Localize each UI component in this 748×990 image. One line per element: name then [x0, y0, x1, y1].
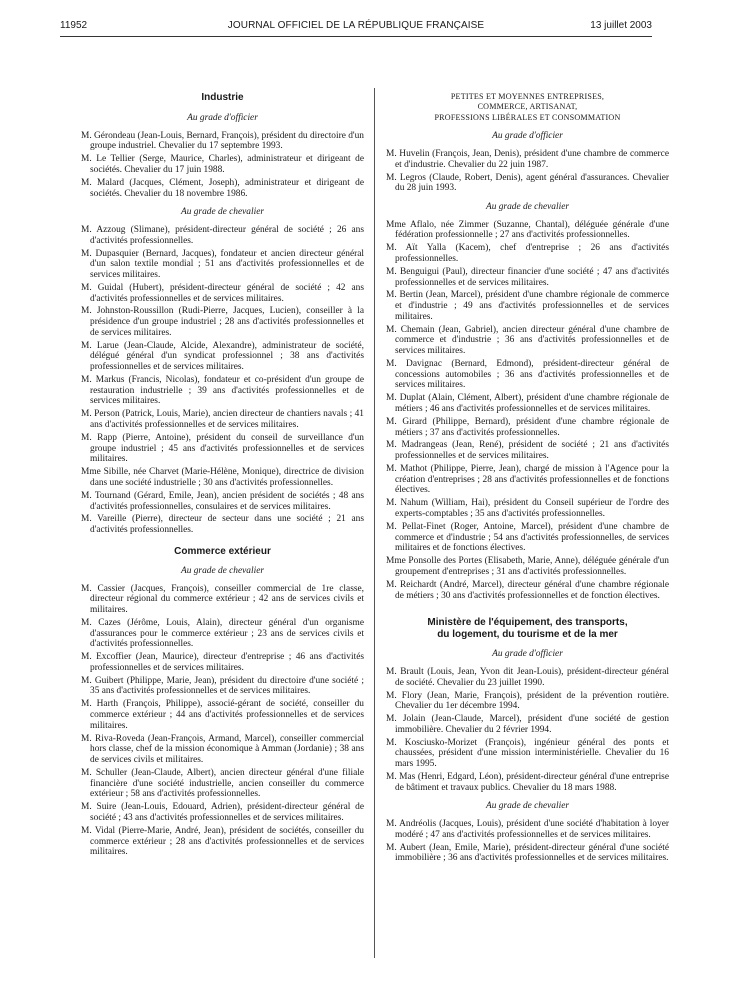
issue-date: 13 juillet 2003 — [590, 20, 652, 31]
decree-entry: M. Rapp (Pierre, Antoine), président du conseil de surveillance d'un groupe industriel ; 45 ans d'activités professionnelles et de services militaires. — [81, 432, 364, 465]
column-divider — [374, 88, 375, 958]
section-title-line: Ministère de l'équipement, des transports, — [427, 617, 628, 629]
decree-entry: M. Aubert (Jean, Emile, Marie), président-directeur général d'une société immobilière ; 36 ans d'activités professionnelles et de services militaires. — [386, 842, 669, 864]
decree-entry: M. Madrangeas (Jean, René), président de société ; 21 ans d'activités professionnelles et de services militaires. — [386, 440, 669, 462]
decree-entry: M. Nahum (William, Hai), président du Conseil supérieur de l'ordre des experts-comptables ; 35 ans d'activités professionnelles. — [386, 498, 669, 520]
entry-list — [81, 131, 364, 200]
decree-entry: M. Larue (Jean-Claude, Alcide, Alexandre), administrateur de société, délégué général d'un syndicat professionnel ; 38 ans d'activités professionnelles et de services militaires. — [81, 340, 364, 373]
decree-entry: M. Aït Yalla (Kacem), chef d'entreprise ; 26 ans d'activités professionnelles. — [386, 243, 669, 264]
section-title-line: PROFESSIONS LIBÉRALES ET CONSOMMATION — [434, 112, 621, 122]
grade-heading-chevalier: Au grade de chevalier — [180, 565, 265, 576]
decree-entry: M. Andréolis (Jacques, Louis), président d'une société d'habitation à loyer modéré ; 47 ans d'activités professionnelles et de services militaires. — [386, 819, 669, 840]
decree-entry: M. Mathot (Philippe, Pierre, Jean), chargé de mission à l'Agence pour la création d'entreprises ; 28 ans d'activités professionnelles et de fonctions électives. — [386, 464, 669, 496]
decree-entry: M. Markus (Francis, Nicolas), fondateur et co-président d'un groupe de restauration industrielle ; 39 ans d'activités professionnelles et de services militaires. — [81, 375, 364, 407]
decree-entry: M. Jolain (Jean-Claude, Marcel), président d'une société de gestion immobilière. Chevalier du 2 février 1994. — [386, 714, 669, 735]
decree-entry: M. Tournand (Gérard, Emile, Jean), ancien président de sociétés ; 48 ans d'activités professionnelles, consulaires et de services militaires. — [81, 490, 364, 512]
decree-entry: M. Mas (Henri, Edgard, Léon), président-directeur général d'une entreprise de bâtiment et travaux publics. Chevalier du 18 mars 1988. — [386, 772, 669, 793]
decree-entry: M. Duplat (Alain, Clément, Albert), président d'une chambre régionale de métiers ; 46 ans d'activités professionnelles et de services militaires. — [386, 393, 669, 414]
section-title-pme — [386, 92, 669, 123]
decree-entry: M. Bertin (Jean, Marcel), président d'une chambre régionale de commerce et d'industrie ; 49 ans d'activités professionnelles et de services militaires. — [386, 290, 669, 322]
grade-heading-officier: Au grade d'officier — [492, 131, 563, 142]
section-title-line: du logement, du tourisme et de la mer — [437, 629, 618, 641]
page-number: 11952 — [60, 20, 88, 31]
decree-entry: M. Person (Patrick, Louis, Marie), ancien directeur de chantiers navals ; 41 ans d'activités professionnelles et de services militaires. — [81, 409, 364, 431]
decree-entry: M. Guibert (Philippe, Marie, Jean), président du directoire d'une société ; 35 ans d'activités professionnelles et de services militaires. — [81, 675, 364, 697]
decree-entry: M. Pellat-Finet (Roger, Antoine, Marcel), président d'une chambre de commerce et d'industrie ; 54 ans d'activités professionnelles, de services militaires et de fonctions électives. — [386, 521, 669, 554]
decree-entry: Mme Sibille, née Charvet (Marie-Hélène, Monique), directrice de division dans une société industrielle ; 30 ans d'activités professionnelles. — [81, 467, 364, 488]
decree-entry: M. Johnston-Roussillon (Rudi-Pierre, Jacques, Lucien), conseiller à la présidence d'un groupe industriel ; 28 ans d'activités professionnelles et de services militaires. — [81, 306, 364, 338]
decree-entry: M. Vidal (Pierre-Marie, André, Jean), président de sociétés, conseiller du commerce extérieur ; 28 ans d'activités professionnelles et de services militaires. — [81, 825, 364, 858]
decree-entry: M. Davignac (Bernard, Edmond), président-directeur général de concessions automobiles ; 36 ans d'activités professionnelles et de services militaires. — [386, 359, 669, 391]
section-title-commerce: Commerce extérieur — [174, 545, 271, 557]
decree-entry: M. Schuller (Jean-Claude, Albert), ancien directeur général d'une filiale financière d'une société industrielle, ancien conseiller du commerce extérieur ; 58 ans d'activités professionnelles. — [81, 767, 364, 800]
decree-entry: M. Excoffier (Jean, Maurice), directeur d'entreprise ; 46 ans d'activités professionnelles et de services militaires. — [81, 652, 364, 673]
grade-heading-chevalier: Au grade de chevalier — [180, 207, 265, 218]
decree-entry: M. Huvelin (François, Jean, Denis), président d'une chambre de commerce et d'industrie. Chevalier du 22 juin 1987. — [386, 148, 669, 170]
decree-entry: M. Girard (Philippe, Bernard), président d'une chambre régionale de métiers ; 37 ans d'activités professionnelles. — [386, 416, 669, 438]
decree-entry: M. Azzoug (Slimane), président-directeur général de société ; 26 ans d'activités professionnelles. — [81, 225, 364, 246]
decree-entry: M. Le Tellier (Serge, Maurice, Charles), administrateur et dirigeant de sociétés. Chevalier du 17 juin 1988. — [81, 154, 364, 175]
decree-entry: Mme Aflalo, née Zimmer (Suzanne, Chantal), déléguée générale d'une fédération professionnelle ; 27 ans d'activités professionnelles. — [386, 219, 669, 241]
decree-entry: M. Benguigui (Paul), directeur financier d'une société ; 47 ans d'activités professionnelles et de services militaires. — [386, 266, 669, 288]
grade-heading-chevalier: Au grade de chevalier — [485, 201, 570, 212]
decree-entry: M. Flory (Jean, Marie, François), président de la prévention routière. Chevalier du 1er décembre 1994. — [386, 690, 669, 712]
decree-entry: M. Kosciusko-Morizet (François), ingénieur général des ponts et chaussées, président d'une mission interministérielle. Chevalier du 16 mars 1995. — [386, 737, 669, 770]
grade-heading-officier: Au grade d'officier — [492, 649, 563, 660]
decree-entry: M. Reichardt (André, Marcel), directeur général d'une chambre régionale de métiers ; 30 ans d'activités professionnelles et de fonction électives. — [386, 579, 669, 601]
journal-title: JOURNAL OFFICIEL DE LA RÉPUBLIQUE FRANÇAISE — [227, 20, 485, 31]
decree-entry: M. Suire (Jean-Louis, Edouard, Adrien), président-directeur général de société ; 43 ans d'activités professionnelles et de services militaires. — [81, 802, 364, 823]
decree-entry: M. Malard (Jacques, Clément, Joseph), administrateur et dirigeant de sociétés. Chevalier du 18 novembre 1986. — [81, 177, 364, 199]
entry-list — [81, 225, 364, 536]
entry-list — [386, 667, 669, 793]
page-header — [60, 20, 652, 36]
grade-heading-chevalier: Au grade de chevalier — [485, 801, 570, 812]
decree-entry: M. Cassier (Jacques, François), conseiller commercial de 1re classe, directeur régional du commerce extérieur ; 42 ans de services civils et militaires. — [81, 583, 364, 615]
decree-entry: Mme Ponsolle des Portes (Elisabeth, Marie, Anne), déléguée générale d'un groupement d'entreprises ; 31 ans d'activités professionnelles. — [386, 556, 669, 577]
decree-entry: M. Cazes (Jérôme, Louis, Alain), directeur général d'un organisme d'assurances pour le commerce extérieur ; 23 ans de services civils et d'activités professionnelles. — [81, 617, 364, 650]
section-title-equipement — [386, 617, 669, 641]
decree-entry: M. Dupasquier (Bernard, Jacques), fondateur et ancien directeur général d'un salon textile mondial ; 51 ans d'activités professionnelles et de services militaires. — [81, 248, 364, 280]
decree-entry: M. Gérondeau (Jean-Louis, Bernard, François), président du directoire d'un groupe industriel. Chevalier du 17 septembre 1993. — [81, 130, 364, 152]
section-title-industrie: Industrie — [201, 92, 244, 103]
decree-entry: M. Harth (François, Philippe), associé-gérant de société, conseiller du commerce extérieur ; 44 ans d'activités professionnelles et de services militaires. — [81, 699, 364, 731]
grade-heading-officier: Au grade d'officier — [187, 113, 258, 123]
decree-entry: M. Chemain (Jean, Gabriel), ancien directeur général d'une chambre de commerce et d'industrie ; 36 ans d'activités professionnelles et de services militaires. — [386, 324, 669, 357]
entry-list — [386, 819, 669, 864]
section-title-line: PETITES ET MOYENNES ENTREPRISES, — [450, 92, 605, 101]
entry-list — [386, 220, 669, 602]
decree-entry: M. Guidal (Hubert), président-directeur général de société ; 42 ans d'activités professionnelles et de services militaires. — [81, 282, 364, 304]
entry-list — [386, 149, 669, 194]
right-column — [386, 92, 669, 866]
decree-entry: M. Riva-Roveda (Jean-François, Armand, Marcel), conseiller commercial hors classe, chef de la mission économique à Amman (Jordanie) ; 38 ans de services civils et militaires. — [81, 733, 364, 766]
decree-entry: M. Legros (Claude, Robert, Denis), agent général d'assurances. Chevalier du 28 juin 1993. — [386, 172, 669, 194]
header-rule — [60, 36, 652, 37]
left-column — [81, 92, 364, 860]
decree-entry: M. Vareille (Pierre), directeur de secteur dans une société ; 21 ans d'activités professionnelles. — [81, 514, 364, 536]
entry-list — [81, 584, 364, 858]
section-title-line: COMMERCE, ARTISANAT, — [477, 102, 578, 112]
decree-entry: M. Brault (Louis, Jean, Yvon dit Jean-Louis), président-directeur général de société. Chevalier du 23 juillet 1990. — [386, 666, 669, 688]
